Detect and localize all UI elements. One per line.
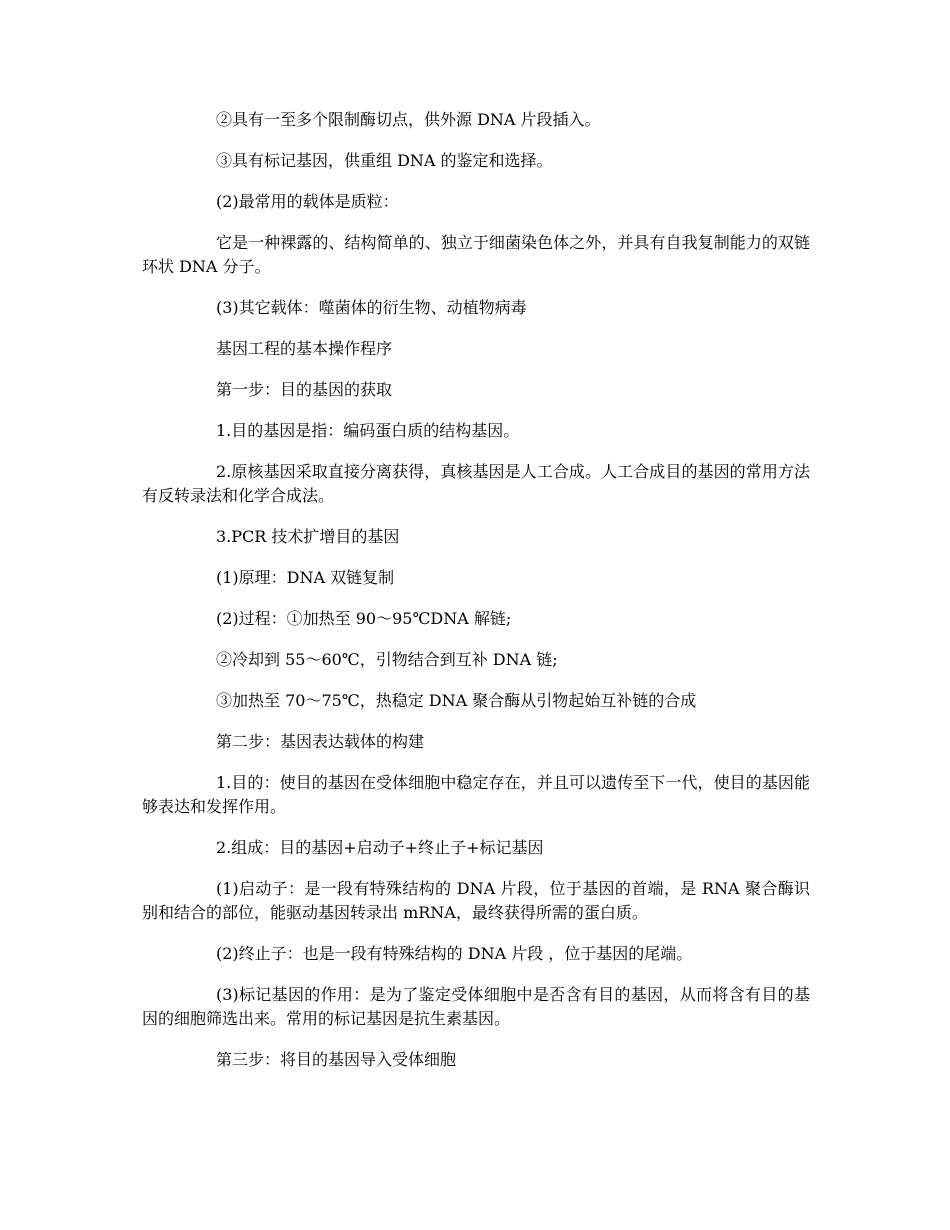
paragraph-promoter: (1)启动子：是一段有特殊结构的 DNA 片段，位于基因的首端，是 RNA 聚合酶识别和结合的部位，能驱动基因转录出 mRNA，最终获得所需的蛋白质。 <box>142 879 810 922</box>
paragraph-step-three: 第三步：将目的基因导入受体细胞 <box>216 1050 457 1069</box>
paragraph-pcr-anneal: ②冷却到 55～60℃，引物结合到互补 DNA 链; <box>216 650 558 669</box>
document-page <box>142 108 810 1089</box>
paragraph-vector-cut-sites: ②具有一至多个限制酶切点，供外源 DNA 片段插入。 <box>216 110 601 129</box>
paragraph-target-gene-definition: 1.目的基因是指：编码蛋白质的结构基因。 <box>216 421 520 440</box>
paragraph-step-two: 第二步：基因表达载体的构建 <box>216 732 425 751</box>
paragraph-pcr-principle: (1)原理：DNA 双链复制 <box>216 568 395 587</box>
paragraph-procedure-heading: 基因工程的基本操作程序 <box>216 339 393 358</box>
paragraph-other-vectors: (3)其它载体：噬菌体的衍生物、动植物病毒 <box>216 298 527 317</box>
paragraph-terminator: (2)终止子：也是一段有特殊结构的 DNA 片段 ，位于基因的尾端。 <box>216 944 693 963</box>
paragraph-pcr-denature: (2)过程：①加热至 90～95℃DNA 解链; <box>216 609 512 628</box>
paragraph-construct-components: 2.组成：目的基因+启动子+终止子+标记基因 <box>216 838 544 857</box>
paragraph-pcr-heading: 3.PCR 技术扩增目的基因 <box>216 527 400 546</box>
paragraph-gene-acquisition: 2.原核基因采取直接分离获得，真核基因是人工合成。人工合成目的基因的常用方法有反转录法和化学合成法。 <box>142 462 810 505</box>
paragraph-pcr-extend: ③加热至 70～75℃，热稳定 DNA 聚合酶从引物起始互补链的合成 <box>216 691 697 710</box>
paragraph-marker-gene: ③具有标记基因，供重组 DNA 的鉴定和选择。 <box>216 151 553 170</box>
paragraph-marker-function: (3)标记基因的作用：是为了鉴定受体细胞中是否含有目的基因，从而将含有目的基因的细胞筛选出来。常用的标记基因是抗生素基因。 <box>142 985 810 1028</box>
paragraph-step-one: 第一步：目的基因的获取 <box>216 380 393 399</box>
paragraph-plasmid-description: 它是一种裸露的、结构简单的、独立于细菌染色体之外，并具有自我复制能力的双链环状 DNA 分子。 <box>142 233 810 276</box>
paragraph-construct-purpose: 1.目的：使目的基因在受体细胞中稳定存在，并且可以遗传至下一代，使目的基因能够表达和发挥作用。 <box>142 773 810 816</box>
paragraph-plasmid-heading: (2)最常用的载体是质粒： <box>216 192 399 211</box>
